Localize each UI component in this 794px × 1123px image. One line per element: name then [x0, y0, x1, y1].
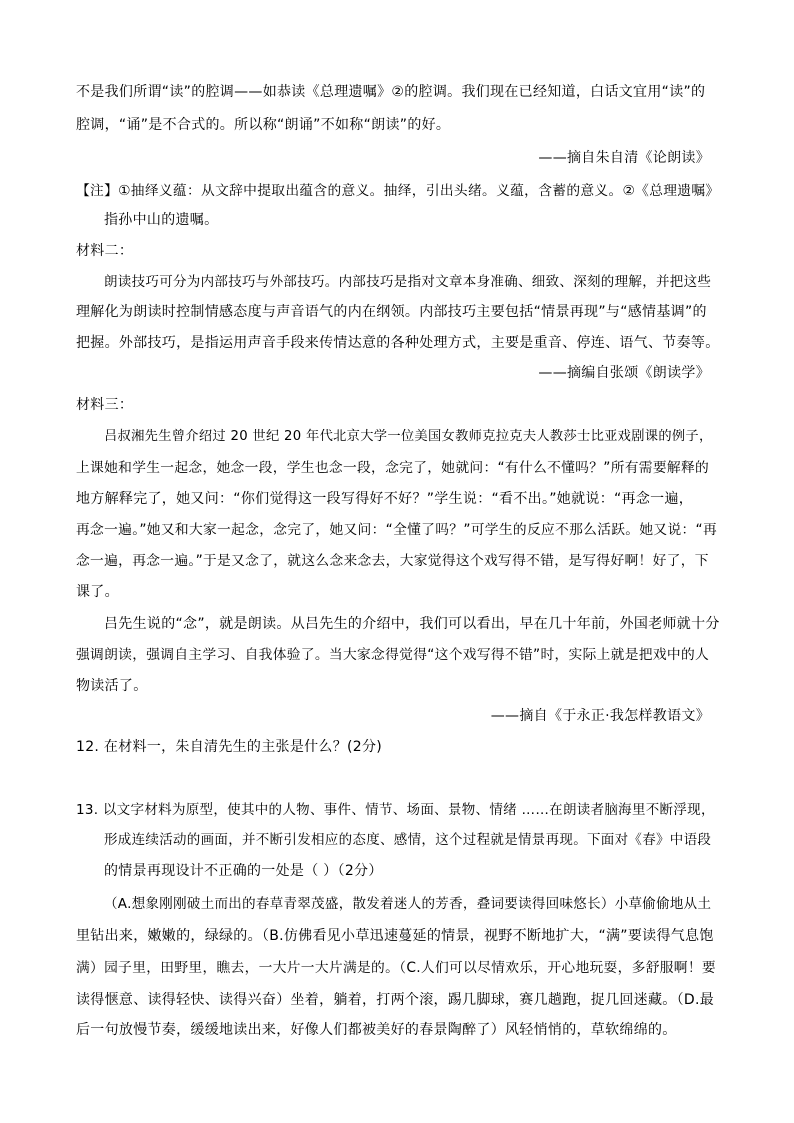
material2-line2: 理解化为朗读时控制情感态度与声音语气的内在纲领。内部技巧主要包括“情景再现”与“感情基调”的 — [76, 304, 707, 320]
question-13-option-line3: 满）园子里，田野里，瞧去，一大片一大片满是的。（C.人们可以尽情欢乐，开心地玩耍，多舒服啊！要 — [76, 960, 716, 976]
note-line1: 【注】①抽绎义蕴：从文辞中提取出蕴含的意义。抽绎，引出头绪。义蕴，含蓄的意义。②《总理遗嘱》 — [76, 183, 720, 199]
material3-p1-line3: 地方解释完了，她又问：“你们觉得这一段写得好不好？”学生说：“看不出。”她就说：“再念一遍， — [76, 491, 694, 507]
material2-heading: 材料二： — [76, 243, 134, 259]
note-line2: 指孙中山的遗嘱。 — [104, 212, 219, 228]
material3-p1-line6: 课了。 — [76, 584, 119, 600]
material3-heading: 材料三： — [76, 397, 134, 413]
material1-line1: 不是我们所谓“读”的腔调——如恭读《总理遗嘱》②的腔调。我们现在已经知道，白话文宜用“读”的 — [76, 84, 706, 100]
material2-source: ——摘编自张颂《朗读学》 — [538, 365, 710, 381]
material1-source: ——摘自朱自清《论朗读》 — [538, 150, 710, 166]
question-12: 12. 在材料一，朱自清先生的主张是什么？(2分) — [76, 739, 383, 755]
material3-p1-line4: 再念一遍。”她又和大家一起念，念完了，她又问：“全懂了吗？”可学生的反应不那么活跃。她又说：“再 — [76, 522, 718, 538]
question-13-line1: 13. 以文字材料为原型，使其中的人物、事件、情节、场面、景物、情绪 ……在朗读者脑海里不断浮现， — [76, 802, 715, 818]
material3-p2-line3: 物读活了。 — [76, 678, 148, 694]
material3-p2-line2: 强调朗读，强调自主学习、自我体验了。当大家念得觉得“这个戏写得不错”时，实际上就是把戏中的人 — [76, 647, 710, 663]
material3-p1-line2: 上课她和学生一起念，她念一段，学生也念一段，念完了，她就问：“有什么不懂吗？”所有需要解释的 — [76, 460, 710, 476]
material3-p2-line1: 吕先生说的“念”，就是朗读。从吕先生的介绍中，我们可以看出，早在几十年前，外国老师就十分 — [104, 616, 720, 632]
material3-p1-line5: 念一遍，再念一遍。”于是又念了，就这么念来念去，大家觉得这个戏写得不错，是写得好啊！好了，下 — [76, 553, 709, 569]
material2-line1: 朗读技巧可分为内部技巧与外部技巧。内部技巧是指对文章本身准确、细致、深刻的理解，并把这些 — [104, 274, 712, 290]
material1-line2: 腔调，“诵”是不合式的。所以称“朗诵”不如称“朗读”的好。 — [76, 117, 451, 133]
question-13-line2: 形成连续活动的画面，并不断引发相应的态度、感情，这个过程就是情景再现。下面对《春》中语段 — [104, 832, 712, 848]
question-13-option-line1: （A.想象刚刚破土而出的春草青翠茂盛，散发着迷人的芳香，叠词要读得回味悠长）小草偷偷地从土 — [104, 896, 712, 912]
material3-source: ——摘自《于永正·我怎样教语文》 — [490, 708, 710, 724]
material2-line3: 把握。外部技巧，是指运用声音手段来传情达意的各种处理方式，主要是重音、停连、语气、节奏等。 — [76, 335, 720, 351]
question-13-option-line4: 读得惬意、读得轻快、读得兴奋）坐着，躺着，打两个滚，踢几脚球，赛几趟跑，捉几回迷藏。（D.最 — [76, 992, 715, 1008]
question-13-option-line5: 后一句放慢节奏，缓缓地读出来，好像人们都被美好的春景陶醉了）风轻悄悄的，草软绵绵的。 — [76, 1022, 677, 1038]
question-13-line3: 的情景再现设计不正确的一处是（ ）（2分） — [104, 863, 383, 879]
material3-p1-line1: 吕叔湘先生曾介绍过 20 世纪 20 年代北京大学一位美国女教师克拉克夫人教莎士比亚戏剧课的例子， — [104, 429, 713, 444]
question-13-option-line2: 里钻出来，嫩嫩的，绿绿的。（B.仿佛看见小草迅速蔓延的情景，视野不断地扩大，“满”要读得气息饱 — [76, 928, 714, 944]
